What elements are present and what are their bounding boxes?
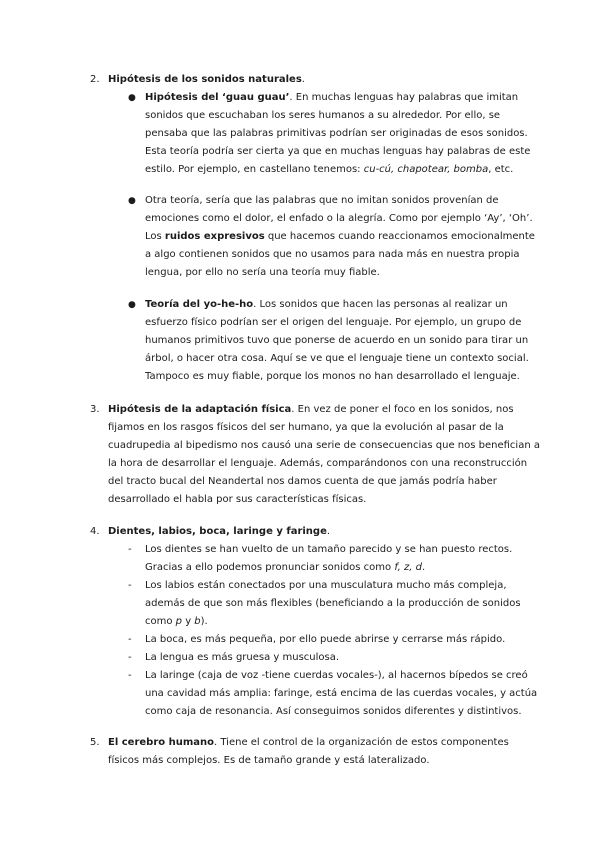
section-title: Dientes, labios, boca, laringe y faringe: [108, 526, 327, 537]
section-heading: Hipótesis de los sonidos naturales.: [108, 74, 305, 85]
section-body: El cerebro humano. Tiene el control de la organización de estos componentes físicos más complejos. Es de tamaño grande y está lateralizado.: [108, 737, 509, 766]
section-heading: Dientes, labios, boca, laringe y faringe.: [108, 526, 331, 537]
dash-marker: -: [128, 670, 132, 681]
section-body: Hipótesis de la adaptación física. En vez de poner el foco en los sonidos, nos fijamos en los rasgos físicos del ser humano, ya que la evolución al pasar de la cuadrupedia al bipedismo nos causó una serie de consecuencias que nos benefician a la hora de desarrollar el lenguaje. Además, comparándonos con una reconstrucción del tracto bucal del Neandertal nos damos cuenta de que jamás podría haber desarrollado el habla por sus características físicas.: [108, 404, 540, 505]
bullet-icon: ●: [128, 300, 136, 310]
section-4: [90, 523, 540, 541]
dash-item: - La laringe (caja de voz -tiene cuerdas vocales-), al hacernos bípedos se creó una cavidad más amplia: faringe, está encima de las cuerdas vocales, y actúa como caja de resonancia. Así conseguimos sonidos diferentes y distintivos.: [145, 667, 540, 721]
section-2: [90, 71, 540, 89]
dash-marker: -: [128, 634, 132, 645]
section-number: 2.: [90, 74, 100, 85]
dash-item: - La boca, es más pequeña, por ello puede abrirse y cerrarse más rápido.: [145, 631, 540, 649]
dash-item: - Los labios están conectados por una musculatura mucho más compleja, además de que son más flexibles (beneficiando a la producción de sonidos como p y b).: [145, 577, 540, 631]
dash-marker: -: [128, 580, 132, 591]
section-3: [90, 401, 540, 509]
bullet-icon: ●: [128, 196, 136, 206]
bullet-icon: ●: [128, 93, 136, 103]
section-number: 5.: [90, 737, 100, 748]
bullet-item: ● Hipótesis del ‘guau guau’. En muchas lenguas hay palabras que imitan sonidos que escuchaban los seres humanos a su alrededor. Por ello, se pensaba que las palabras primitivas podrían ser originadas de esos sonidos. Esta teoría podría ser cierta ya que en muchas lenguas hay palabras de este estilo. Por ejemplo, en castellano tenemos: cu-cú, chapotear, bomba, etc.: [145, 89, 540, 179]
section-title: Hipótesis de la adaptación física: [108, 404, 292, 415]
dash-marker: -: [128, 652, 132, 663]
section-title: El cerebro humano: [108, 737, 215, 748]
dash-item: - Los dientes se han vuelto de un tamaño parecido y se han puesto rectos. Gracias a ello podemos pronunciar sonidos como f, z, d.: [145, 541, 540, 577]
dash-marker: -: [128, 544, 132, 555]
bullet-item: ● Teoría del yo-he-ho. Los sonidos que hacen las personas al realizar un esfuerzo físico podrían ser el origen del lenguaje. Por ejemplo, un grupo de humanos primitivos tuvo que ponerse de acuerdo en un sonido para tirar un árbol, o hacer otra cosa. Aquí se ve que el lenguaje tiene un contexto social. Tampoco es muy fiable, porque los monos no han desarrollado el lenguaje.: [145, 296, 540, 386]
bullet-item: ● Otra teoría, sería que las palabras que no imitan sonidos provenían de emociones como el dolor, el enfado o la alegría. Como por ejemplo ‘Ay’, ‘Oh’. Los ruidos expresivos que hacemos cuando reaccionamos emocionalmente a algo contienen sonidos que no usamos para nada más en nuestra propia lengua, por ello no sería una teoría muy fiable.: [145, 192, 540, 282]
dash-item: - La lengua es más gruesa y musculosa.: [145, 649, 540, 667]
section-number: 4.: [90, 526, 100, 537]
section-number: 3.: [90, 404, 100, 415]
section-5: [90, 734, 540, 770]
section-title: Hipótesis de los sonidos naturales: [108, 74, 302, 85]
